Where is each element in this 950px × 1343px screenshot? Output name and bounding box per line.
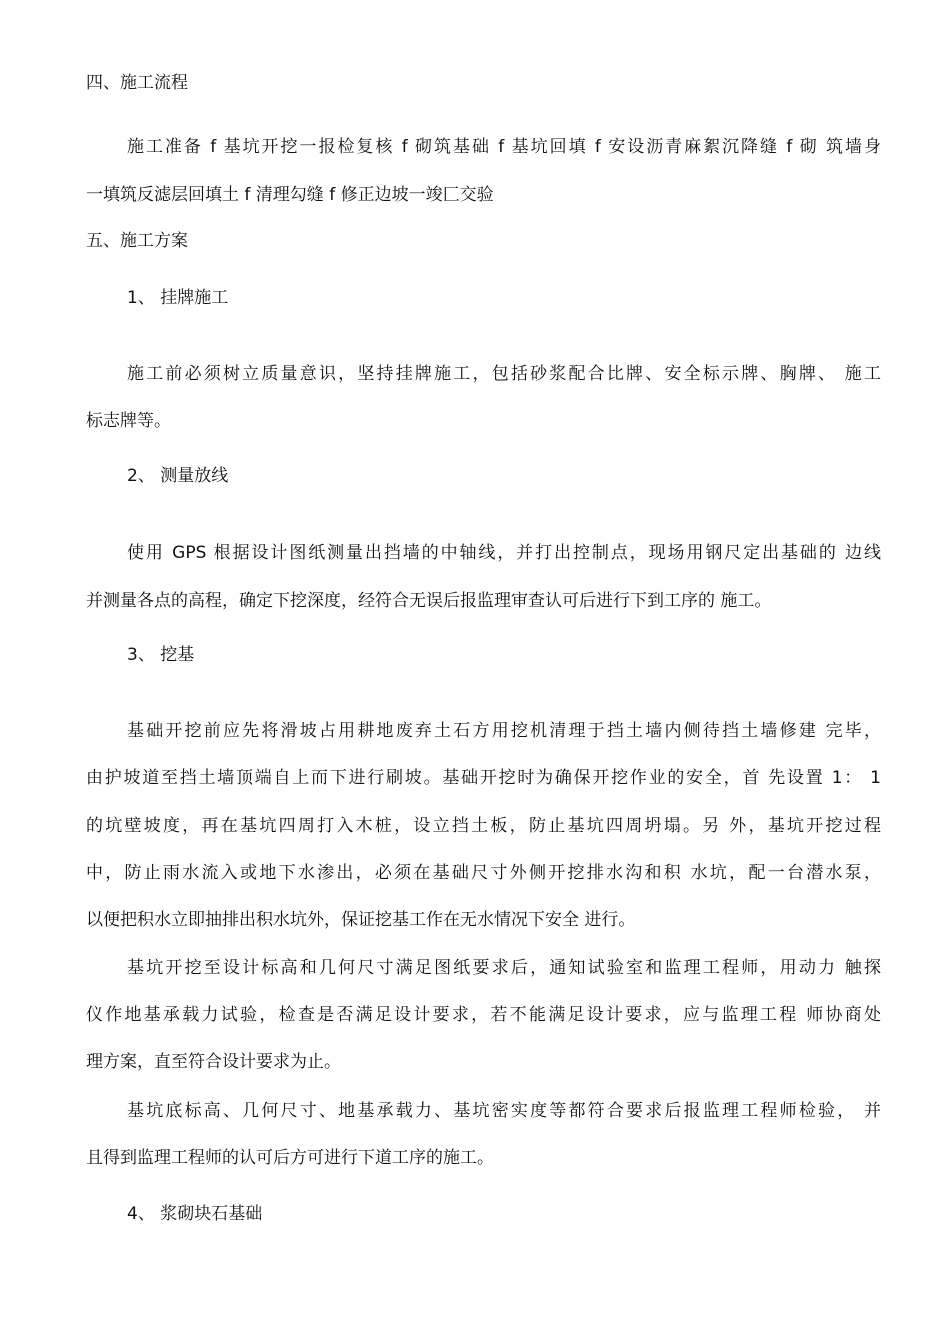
section-2-text-line-1: 使用 GPS 根据设计图纸测量出挡墙的中轴线，并打出控制点，现场用钢尺定出基础的 边线 — [127, 543, 881, 563]
section-2-title: 2、 测量放线 — [127, 466, 229, 486]
section-3-para2-line-2: 仪作地基承载力试验，检查是否满足设计要求，若不能满足设计要求，应与监理工程 师协商处 — [86, 1005, 881, 1025]
section-3-para3-line-2: 且得到监理工程师的认可后方可进行下道工序的施工。 — [86, 1148, 494, 1168]
heading-construction-plan: 五、施工方案 — [86, 231, 188, 251]
section-3-para1-line-5: 以便把积水立即抽排出积水坑外，保证挖基工作在无水情况下安全 进行。 — [86, 910, 636, 930]
section-2-text-line-2: 并测量各点的高程，确定下挖深度，经符合无误后报监理审查认可后进行下到工序的 施工。 — [86, 591, 772, 611]
section-1-title: 1、 挂牌施工 — [127, 288, 229, 308]
heading-construction-flow: 四、施工流程 — [86, 73, 188, 93]
section-3-title: 3、 挖基 — [127, 645, 195, 665]
section-3-para1-line-3: 的坑壁坡度，再在基坑四周打入木桩，设立挡土板，防止基坑四周坍塌。另 外，基坑开挖过程 — [86, 816, 881, 836]
section-4-title: 4、 浆砌块石基础 — [127, 1204, 263, 1224]
section-1-text-line-2: 标志牌等。 — [86, 411, 171, 431]
flow-text-line-1: 施工准备 f 基坑开挖一报检复核 f 砌筑基础 f 基坑回填 f 安设沥青麻絮沉降缝 f 砌 筑墙身 — [127, 137, 881, 157]
section-1-text-line-1: 施工前必须树立质量意识，坚持挂牌施工，包括砂浆配合比牌、安全标示牌、胸牌、 施工 — [127, 364, 881, 384]
flow-text-line-2: 一填筑反滤层回填土 f 清理勾缝 f 修正边坡一竣匚交验 — [86, 185, 494, 205]
section-3-para3-line-1: 基坑底标高、几何尺寸、地基承载力、基坑密实度等都符合要求后报监理工程师检验， 并 — [127, 1101, 881, 1121]
section-3-para1-line-2: 由护坡道至挡土墙顶端自上而下进行刷坡。基础开挖时为确保开挖作业的安全，首 先设置 1： 1 — [86, 768, 881, 788]
section-3-para2-line-3: 理方案，直至符合设计要求为止。 — [86, 1052, 341, 1072]
section-3-para1-line-4: 中，防止雨水流入或地下水渗出，必须在基础尺寸外侧开挖排水沟和积 水坑，配一台潜水泵， — [86, 863, 881, 883]
section-3-para2-line-1: 基坑开挖至设计标高和几何尺寸满足图纸要求后，通知试验室和监理工程师，用动力 触探 — [127, 958, 881, 978]
section-3-para1-line-1: 基础开挖前应先将滑坡占用耕地废弃土石方用挖机清理于挡土墙内侧待挡土墙修建 完毕， — [127, 721, 881, 741]
